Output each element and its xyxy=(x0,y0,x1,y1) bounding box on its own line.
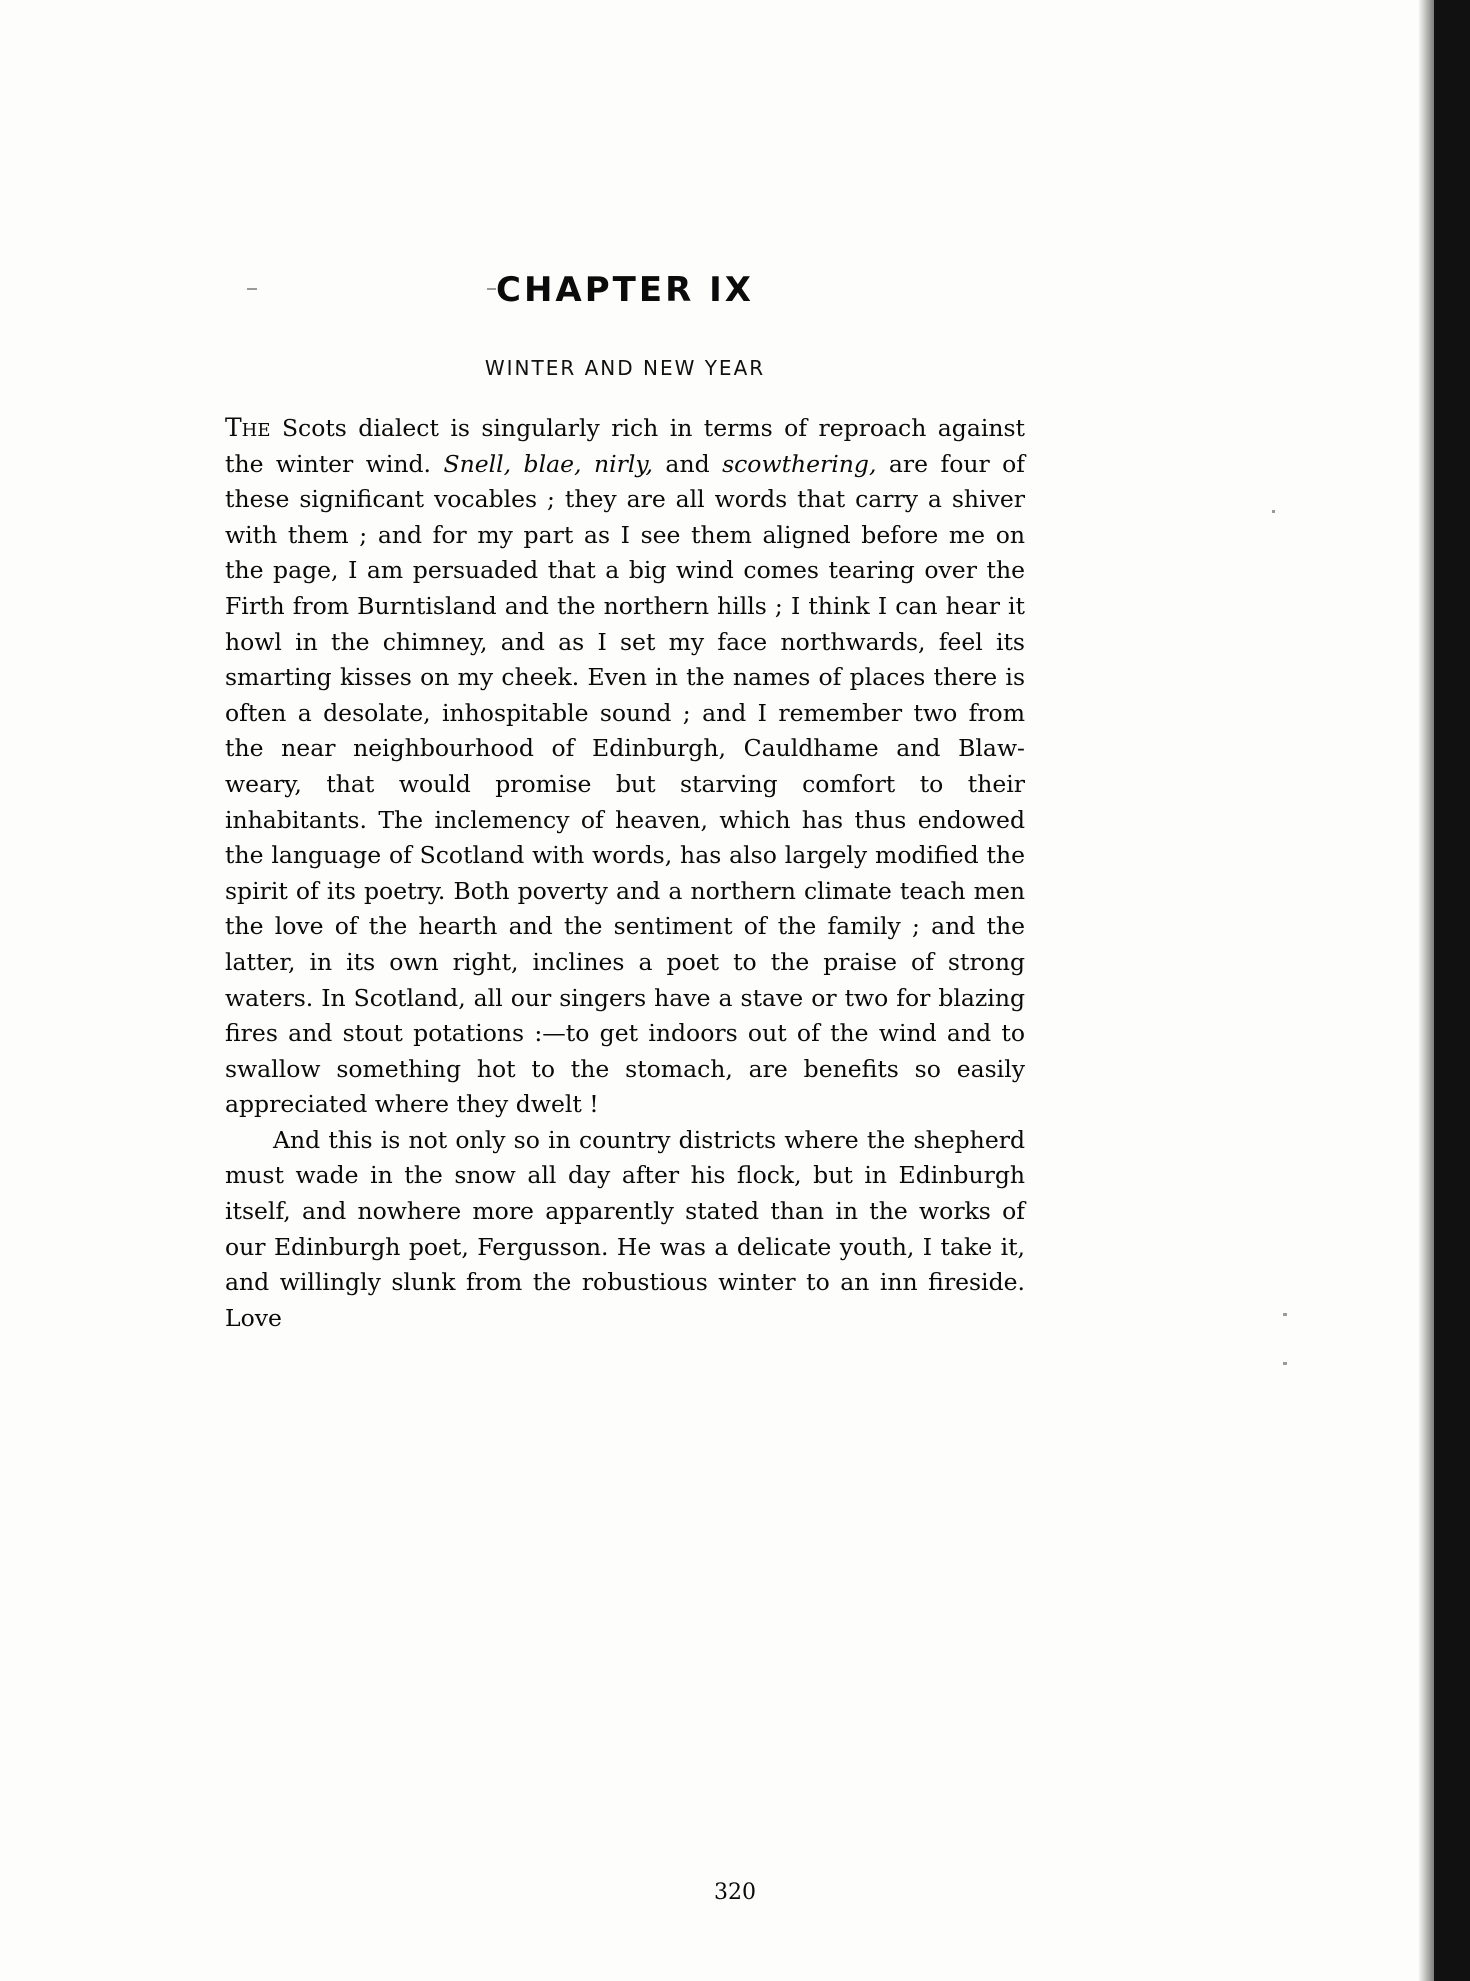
scan-speck xyxy=(1283,1313,1287,1316)
scan-gutter-fade xyxy=(1418,0,1434,1981)
paragraph-1 xyxy=(225,410,1025,1123)
paragraph-1-text-a: Scots dialect is singularly rich in terms of reproach against the winter wind. xyxy=(225,414,1025,478)
paragraph-1-italic-b: scowthering, xyxy=(722,449,877,478)
chapter-heading: CHAPTER IX xyxy=(496,270,754,310)
paragraph-1-text-b: and xyxy=(652,449,723,478)
scan-speck xyxy=(1283,1362,1287,1365)
scan-gutter-shadow xyxy=(1434,0,1470,1981)
scan-speck xyxy=(1272,510,1275,513)
page-content xyxy=(225,270,1025,1336)
paragraph-2: And this is not only so in country districts where the shepherd must wade in the snow all day after his flock, but in Edinburgh itself, and nowhere more apparently stated than in the works of our Edinburgh poet, Fergusson. He was a delicate youth, I take it, and willingly slunk from the robustious winter to an inn fireside. Love xyxy=(225,1125,1025,1332)
paragraph-1-text-c: are four of these significant vocables ; they are all words that carry a shiver with them ; and for my part as I see them aligned before me on the page, I am persuaded that a big wind comes tearing over the Firth from Burntisland and the northern hills ; I think I can hear it howl in the chimney, and as I set my face northwards, feel its smarting kisses on my cheek. Even in the names of places there is often a desolate, inhospitable sound ; and I remember two from the near neighbourhood of Edinburgh, Cauldhame and Blaw-weary, that would promise but starving comfort to their inhabitants. The inclemency of heaven, which has thus endowed the language of Scotland with words, has also largely modified the spirit of its poetry. Both poverty and a northern climate teach men the love of the hearth and the sentiment of the family ; and the latter, in its own right, inclines a poet to the praise of strong waters. In Scotland, all our singers have a stave or two for blazing fires and stout potations :—to get indoors out of the wind and to swallow something hot to the stomach, are benefits so easily appreciated where they dwelt ! xyxy=(225,449,1026,1119)
paragraph-1-italic-a: Snell, blae, nirly, xyxy=(443,449,653,478)
page-number: 320 xyxy=(714,1880,756,1905)
chapter-subtitle: WINTER AND NEW YEAR xyxy=(484,356,766,380)
paragraph-opening-smallcaps: The xyxy=(225,413,271,442)
